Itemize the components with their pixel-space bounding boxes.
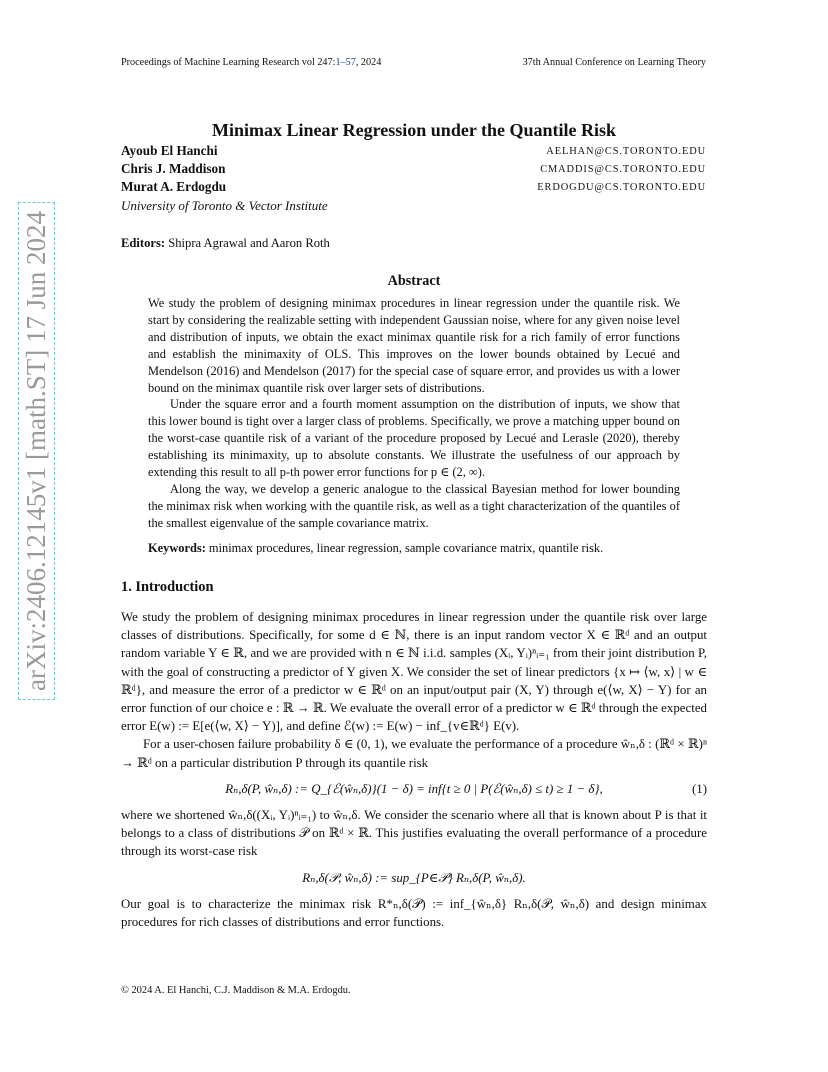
body-paragraph: We study the problem of designing minimax procedures in linear regression under the quantile risk over large classes of distributions. Specifically, for some d ∈ ℕ, there is an input random vector X ∈ ℝᵈ and an output random variable Y ∈ ℝ, and we are provided with n ∈ ℕ i.i.d. samples (Xᵢ, Yᵢ)ⁿᵢ₌₁ from their joint distribution P, with the goal of constructing a predictor of Y given X. We consider the set of linear predictors {x ↦ ⟨w, x⟩ | w ∈ ℝᵈ}, and measure the error of a predictor w ∈ ℝᵈ on an input/output pair (X, Y) through e(⟨w, X⟩ − Y) for an error function of our choice e : ℝ → ℝ. We evaluate the overall error of a predictor w ∈ ℝᵈ through the expected error E(w) := E[e(⟨w, X⟩ − Y)], and define ℰ(w) := E(w) − inf_{v∈ℝᵈ} E(v). (121, 610, 707, 734)
copyright-footer: © 2024 A. El Hanchi, C.J. Maddison & M.A. Erdogdu. (121, 985, 351, 996)
equation-2 (121, 869, 707, 887)
body-paragraph: For a user-chosen failure probability δ ∈ (0, 1), we evaluate the performance of a procedure ŵₙ,δ : (ℝᵈ × ℝ)ⁿ → ℝᵈ on a particular distribution P through its quantile risk (121, 737, 707, 770)
equation-text: Rₙ,δ(P, ŵₙ,δ) := Q_{ℰ(ŵₙ,δ)}(1 − δ) = inf{t ≥ 0 | P(ℰ(ŵₙ,δ) ≤ t) ≥ 1 − δ}, (225, 781, 603, 796)
arxiv-sidebar-stamp: arXiv:2406.12145v1 [math.ST] 17 Jun 2024 (18, 202, 55, 700)
abstract-heading: Abstract (387, 273, 441, 289)
equation-number: (1) (691, 781, 707, 796)
keywords-line (148, 541, 680, 556)
author-email: CMADDIS@CS.TORONTO.EDU (540, 164, 706, 175)
equation-text: Rₙ,δ(𝒫, ŵₙ,δ) := sup_{P∈𝒫} Rₙ,δ(P, ŵₙ,δ). (302, 870, 526, 885)
author-name: Murat A. Erdogdu (121, 179, 227, 194)
keywords-text: minimax procedures, linear regression, sample covariance matrix, quantile risk. (205, 541, 604, 555)
author-email: ERDOGDU@CS.TORONTO.EDU (537, 182, 706, 193)
editors-label: Editors: (121, 236, 166, 250)
equation-1 (121, 780, 707, 798)
affiliation: University of Toronto & Vector Institute (121, 198, 328, 213)
body-paragraph: Our goal is to characterize the minimax risk R*ₙ,δ(𝒫) := inf_{ŵₙ,δ} Rₙ,δ(𝒫, ŵₙ,δ) and design minimax procedures for rich classes of distributions and error functions. (121, 896, 707, 930)
running-header-right: 37th Annual Conference on Learning Theory (522, 57, 706, 68)
author-name: Chris J. Maddison (121, 161, 226, 176)
page-range-link[interactable]: 1–57 (335, 57, 356, 68)
paper-title: Minimax Linear Regression under the Quantile Risk (211, 120, 617, 140)
abstract-paragraph: We study the problem of designing minimax procedures in linear regression under the quantile risk. We start by considering the realizable setting with independent Gaussian noise, where for any given noise level and distribution of inputs, we obtain the exact minimax quantile risk for a rich family of error functions and establish the minimaxity of OLS. This improves on the lower bounds obtained by Lecué and Mendelson (2016) and Mendelson (2017) for the special case of square error, and provides us with a lower bound on the minimax quantile risk over larger sets of distributions. (148, 296, 680, 395)
keywords-label: Keywords: (148, 541, 206, 555)
introduction-body (121, 608, 707, 931)
editors-names: Shipra Agrawal and Aaron Roth (165, 236, 330, 250)
body-paragraph: where we shortened ŵₙ,δ((Xᵢ, Yᵢ)ⁿᵢ₌₁) to ŵₙ,δ. We consider the scenario where all that is known about P is that it belongs to a class of distributions 𝒫 on ℝᵈ × ℝ. This justifies evaluating the overall performance of a procedure through its worst-case risk (121, 808, 707, 859)
author-email: AELHAN@CS.TORONTO.EDU (546, 146, 706, 157)
abstract-paragraph: Along the way, we develop a generic analogue to the classical Bayesian method for lower bounding the minimax risk when working with the quantile risk, as well as a tight characterization of the quantiles of the smallest eigenvalue of the sample covariance matrix. (148, 481, 680, 530)
running-header-left: Proceedings of Machine Learning Research vol 247:1–57, 2024 (121, 57, 382, 68)
abstract-paragraph: Under the square error and a fourth moment assumption on the distribution of inputs, we show that this lower bound is tight over a larger class of problems. Specifically, we prove a matching upper bound on the worst-case quantile risk of a variant of the procedure proposed by Lecué and Lerasle (2020), thereby establishing its minimaxity, up to absolute constants. We illustrate the usefulness of our approach by extending this result to all p-th power error functions for p ∈ (2, ∞). (148, 397, 680, 480)
section-heading: 1. Introduction (121, 579, 214, 595)
editors-line (121, 236, 330, 251)
abstract-body (148, 295, 680, 532)
author-name: Ayoub El Hanchi (121, 143, 218, 158)
